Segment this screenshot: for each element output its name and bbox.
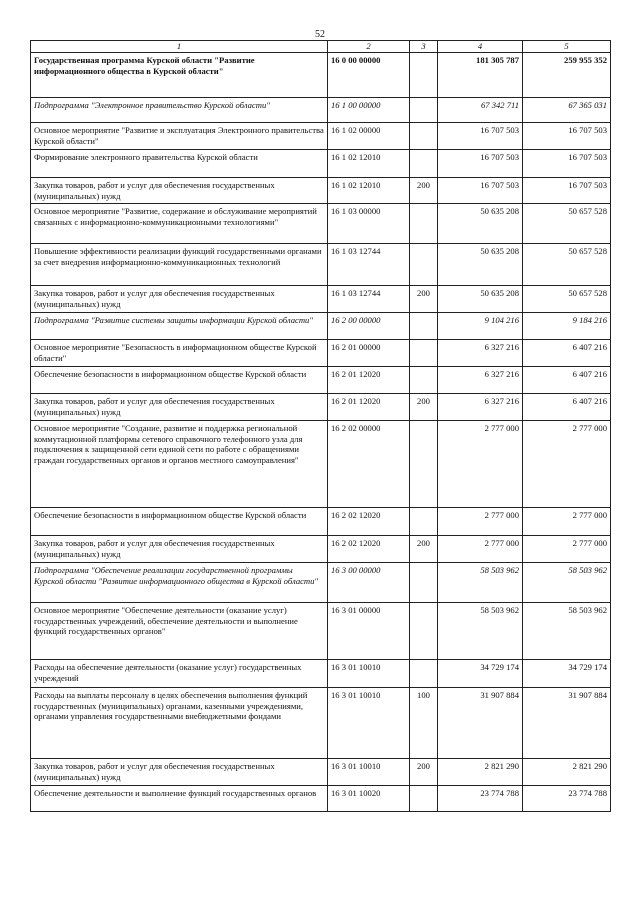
row-name: Повышение эффективности реализации функций государственными органами за счет внедрения информационно-коммуникационных технологий bbox=[31, 244, 328, 286]
row-amount-1: 9 104 216 bbox=[438, 313, 523, 340]
row-expense-type bbox=[410, 53, 438, 98]
row-name: Основное мероприятие "Развитие, содержание и обслуживание мероприятий связанных с информационно-коммуникационными технологиями" bbox=[31, 204, 328, 244]
row-expense-type bbox=[410, 244, 438, 286]
row-code: 16 3 01 00000 bbox=[328, 603, 410, 660]
row-expense-type: 200 bbox=[410, 536, 438, 563]
row-name: Основное мероприятие "Развитие и эксплуатация Электронного правительства Курской области" bbox=[31, 123, 328, 150]
row-code: 16 1 03 00000 bbox=[328, 204, 410, 244]
column-number-row bbox=[31, 41, 611, 53]
row-expense-type bbox=[410, 313, 438, 340]
row-amount-2: 31 907 884 bbox=[523, 688, 611, 759]
row-code: 16 3 01 10020 bbox=[328, 786, 410, 812]
row-amount-2: 50 657 528 bbox=[523, 244, 611, 286]
row-amount-2: 9 184 216 bbox=[523, 313, 611, 340]
table-row bbox=[31, 244, 611, 286]
row-code: 16 1 02 00000 bbox=[328, 123, 410, 150]
row-code: 16 3 01 10010 bbox=[328, 759, 410, 786]
row-expense-type: 200 bbox=[410, 759, 438, 786]
row-expense-type bbox=[410, 367, 438, 394]
row-amount-2: 2 777 000 bbox=[523, 508, 611, 536]
row-amount-1: 16 707 503 bbox=[438, 123, 523, 150]
row-amount-1: 67 342 711 bbox=[438, 98, 523, 123]
column-number: 3 bbox=[410, 41, 438, 53]
row-code: 16 1 03 12744 bbox=[328, 244, 410, 286]
row-code: 16 1 00 00000 bbox=[328, 98, 410, 123]
table-row bbox=[31, 204, 611, 244]
row-amount-1: 50 635 208 bbox=[438, 204, 523, 244]
row-amount-1: 34 729 174 bbox=[438, 660, 523, 688]
table-row bbox=[31, 340, 611, 367]
row-name: Закупка товаров, работ и услуг для обеспечения государственных (муниципальных) нужд bbox=[31, 536, 328, 563]
row-name: Закупка товаров, работ и услуг для обеспечения государственных (муниципальных) нужд bbox=[31, 759, 328, 786]
table-row bbox=[31, 150, 611, 178]
row-amount-1: 16 707 503 bbox=[438, 178, 523, 204]
row-name: Расходы на обеспечение деятельности (оказание услуг) государственных учреждений bbox=[31, 660, 328, 688]
budget-table bbox=[30, 40, 611, 812]
row-expense-type: 100 bbox=[410, 688, 438, 759]
row-expense-type bbox=[410, 123, 438, 150]
table-row bbox=[31, 660, 611, 688]
row-name: Подпрограмма "Электронное правительство Курской области" bbox=[31, 98, 328, 123]
row-amount-2: 2 777 000 bbox=[523, 421, 611, 508]
table-row bbox=[31, 688, 611, 759]
row-expense-type: 200 bbox=[410, 178, 438, 204]
row-name: Подпрограмма "Развитие системы защиты информации Курской области" bbox=[31, 313, 328, 340]
table-row bbox=[31, 178, 611, 204]
row-expense-type bbox=[410, 98, 438, 123]
row-expense-type bbox=[410, 204, 438, 244]
row-amount-1: 58 503 962 bbox=[438, 603, 523, 660]
row-code: 16 2 02 00000 bbox=[328, 421, 410, 508]
row-name: Закупка товаров, работ и услуг для обеспечения государственных (муниципальных) нужд bbox=[31, 178, 328, 204]
page-number: 52 bbox=[315, 29, 325, 40]
row-amount-1: 2 777 000 bbox=[438, 421, 523, 508]
row-name: Основное мероприятие "Безопасность в информационном обществе Курской области" bbox=[31, 340, 328, 367]
row-amount-1: 31 907 884 bbox=[438, 688, 523, 759]
row-expense-type bbox=[410, 421, 438, 508]
table-row bbox=[31, 313, 611, 340]
row-amount-1: 6 327 216 bbox=[438, 394, 523, 421]
row-name: Основное мероприятие "Создание, развитие и поддержка региональной коммутационной платформы сетевого справочного телефонного узла для подключения к защищенной сети единой сети по работе с обращениями граждан государственных органов и органов местного самоуправления" bbox=[31, 421, 328, 508]
row-amount-2: 58 503 962 bbox=[523, 603, 611, 660]
column-number: 5 bbox=[523, 41, 611, 53]
row-name: Обеспечение безопасности в информационном обществе Курской области bbox=[31, 367, 328, 394]
row-name: Государственная программа Курской области "Развитие информационного общества в Курской области" bbox=[31, 53, 328, 98]
row-expense-type bbox=[410, 508, 438, 536]
row-code: 16 2 01 12020 bbox=[328, 367, 410, 394]
row-amount-2: 67 365 031 bbox=[523, 98, 611, 123]
row-code: 16 1 03 12744 bbox=[328, 286, 410, 313]
row-amount-1: 50 635 208 bbox=[438, 286, 523, 313]
row-name: Закупка товаров, работ и услуг для обеспечения государственных (муниципальных) нужд bbox=[31, 394, 328, 421]
row-expense-type bbox=[410, 150, 438, 178]
table-row bbox=[31, 394, 611, 421]
row-expense-type bbox=[410, 660, 438, 688]
table-row bbox=[31, 421, 611, 508]
row-amount-2: 50 657 528 bbox=[523, 286, 611, 313]
row-amount-2: 50 657 528 bbox=[523, 204, 611, 244]
row-name: Формирование электронного правительства Курской области bbox=[31, 150, 328, 178]
column-number: 2 bbox=[328, 41, 410, 53]
row-amount-2: 259 955 352 bbox=[523, 53, 611, 98]
row-amount-1: 2 821 290 bbox=[438, 759, 523, 786]
row-amount-1: 16 707 503 bbox=[438, 150, 523, 178]
row-expense-type: 200 bbox=[410, 286, 438, 313]
row-amount-2: 58 503 962 bbox=[523, 563, 611, 603]
table-row bbox=[31, 563, 611, 603]
table-body bbox=[31, 53, 611, 812]
row-expense-type bbox=[410, 563, 438, 603]
row-code: 16 2 02 12020 bbox=[328, 508, 410, 536]
table-row bbox=[31, 536, 611, 563]
table-row bbox=[31, 98, 611, 123]
row-code: 16 1 02 12010 bbox=[328, 178, 410, 204]
row-expense-type bbox=[410, 786, 438, 812]
row-expense-type bbox=[410, 603, 438, 660]
row-amount-1: 181 305 787 bbox=[438, 53, 523, 98]
row-name: Подпрограмма "Обеспечение реализации государственной программы Курской области "Развитие информационного общества в Курской области" bbox=[31, 563, 328, 603]
row-amount-1: 2 777 000 bbox=[438, 508, 523, 536]
row-amount-1: 2 777 000 bbox=[438, 536, 523, 563]
row-amount-2: 2 821 290 bbox=[523, 759, 611, 786]
row-amount-2: 34 729 174 bbox=[523, 660, 611, 688]
table-row bbox=[31, 123, 611, 150]
table-row bbox=[31, 759, 611, 786]
row-amount-2: 23 774 788 bbox=[523, 786, 611, 812]
column-number: 4 bbox=[438, 41, 523, 53]
row-expense-type bbox=[410, 340, 438, 367]
row-name: Основное мероприятие "Обеспечение деятельности (оказание услуг) государственных учреждений, обеспечение деятельности и выполнение функций государственных органов" bbox=[31, 603, 328, 660]
row-code: 16 1 02 12010 bbox=[328, 150, 410, 178]
row-amount-2: 16 707 503 bbox=[523, 150, 611, 178]
row-code: 16 2 01 00000 bbox=[328, 340, 410, 367]
row-amount-2: 16 707 503 bbox=[523, 123, 611, 150]
row-code: 16 2 01 12020 bbox=[328, 394, 410, 421]
row-code: 16 3 00 00000 bbox=[328, 563, 410, 603]
row-amount-2: 2 777 000 bbox=[523, 536, 611, 563]
row-code: 16 2 02 12020 bbox=[328, 536, 410, 563]
table-row bbox=[31, 367, 611, 394]
row-amount-2: 6 407 216 bbox=[523, 367, 611, 394]
row-expense-type: 200 bbox=[410, 394, 438, 421]
row-code: 16 0 00 00000 bbox=[328, 53, 410, 98]
row-amount-1: 23 774 788 bbox=[438, 786, 523, 812]
row-name: Обеспечение безопасности в информационном обществе Курской области bbox=[31, 508, 328, 536]
row-amount-1: 6 327 216 bbox=[438, 367, 523, 394]
row-amount-2: 16 707 503 bbox=[523, 178, 611, 204]
row-amount-2: 6 407 216 bbox=[523, 394, 611, 421]
table-row bbox=[31, 53, 611, 98]
row-code: 16 3 01 10010 bbox=[328, 688, 410, 759]
row-name: Обеспечение деятельности и выполнение функций государственных органов bbox=[31, 786, 328, 812]
row-amount-1: 6 327 216 bbox=[438, 340, 523, 367]
row-name: Расходы на выплаты персоналу в целях обеспечения выполнения функций государственных (муниципальных) органами, казенными учреждениями, органами управления государственными внебюджетными фондами bbox=[31, 688, 328, 759]
table-row bbox=[31, 286, 611, 313]
row-amount-1: 58 503 962 bbox=[438, 563, 523, 603]
table-row bbox=[31, 508, 611, 536]
row-amount-2: 6 407 216 bbox=[523, 340, 611, 367]
table-row bbox=[31, 786, 611, 812]
row-amount-1: 50 635 208 bbox=[438, 244, 523, 286]
table-row bbox=[31, 603, 611, 660]
column-number: 1 bbox=[31, 41, 328, 53]
row-code: 16 2 00 00000 bbox=[328, 313, 410, 340]
row-name: Закупка товаров, работ и услуг для обеспечения государственных (муниципальных) нужд bbox=[31, 286, 328, 313]
row-code: 16 3 01 10010 bbox=[328, 660, 410, 688]
